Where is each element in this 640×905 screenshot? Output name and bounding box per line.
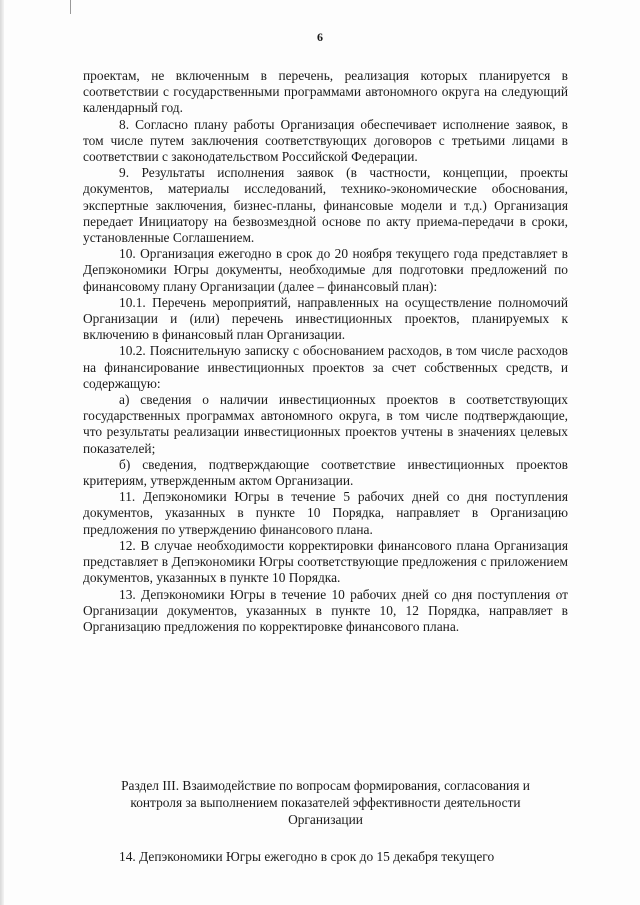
paragraph: а) сведения о наличии инвестиционных проектов в соответствующих государственных программах автономного округа, в том числе подтверждающие, что результаты реализации инвестиционных проектов учтены в значениях целевых показателей;	[83, 392, 568, 456]
scan-edge	[0, 0, 4, 905]
paragraph: 10. Организация ежегодно в срок до 20 ноября текущего года представляет в Депэкономики Югры документы, необходимые для подготовки предложений по финансовому плану Организации (далее – финансовый план):	[83, 246, 568, 294]
last-paragraph-block	[83, 849, 568, 865]
page-number: 6	[317, 30, 323, 44]
section-heading	[83, 777, 568, 828]
section-heading-line: контроля за выполнением показателей эффективности деятельности	[130, 795, 521, 810]
section-heading-line: Организации	[288, 812, 363, 827]
paragraph: 11. Депэкономики Югры в течение 5 рабочих дней со дня поступления документов, указанных в пункте 10 Порядка, направляет в Организацию предложения по утверждению финансового плана.	[83, 489, 568, 537]
scan-mark	[70, 0, 71, 14]
paragraph: 9. Результаты исполнения заявок (в частности, концепции, проекты документов, материалы исследований, технико-экономические обоснования, экспертные заключения, бизнес-планы, финансовые модели и т.д.) Организация передает Инициатору на безвозмездной основе по акту приема-передачи в сроки, установленные Соглашением.	[83, 165, 568, 246]
section-heading-line: Раздел III. Взаимодействие по вопросам формирования, согласования и	[121, 778, 530, 793]
paragraph: 13. Депэкономики Югры в течение 10 рабочих дней со дня поступления от Организации документов, указанных в пункте 10, 12 Порядка, направляет в Организацию предложения по корректировке финансового плана.	[83, 586, 568, 634]
paragraph: проектам, не включенным в перечень, реализация которых планируется в соответствии с государственными программами автономного округа на следующий календарный год.	[83, 68, 568, 116]
paragraph: 8. Согласно плану работы Организация обеспечивает исполнение заявок, в том числе путем заключения соответствующих договоров с третьими лицами в соответствии с законодательством Российской Федерации.	[83, 116, 568, 165]
paragraph: б) сведения, подтверждающие соответствие инвестиционных проектов критериям, утвержденным актом Организации.	[83, 456, 568, 489]
paragraph: 12. В случае необходимости корректировки финансового плана Организация представляет в Депэкономики Югры соответствующие предложения с приложением документов, указанных в пункте 10 Порядка.	[83, 537, 568, 586]
paragraph: 10.2. Пояснительную записку с обоснованием расходов, в том числе расходов на финансирование инвестиционных проектов за счет собственных средств, и содержащую:	[83, 343, 568, 391]
paragraph: 14. Депэкономики Югры ежегодно в срок до 15 декабря текущего	[119, 849, 495, 864]
body-text	[83, 68, 568, 635]
paragraph: 10.1. Перечень мероприятий, направленных на осуществление полномочий Организации и (или) перечень инвестиционных проектов, планируемых к включению в финансовый план Организации.	[83, 294, 568, 343]
